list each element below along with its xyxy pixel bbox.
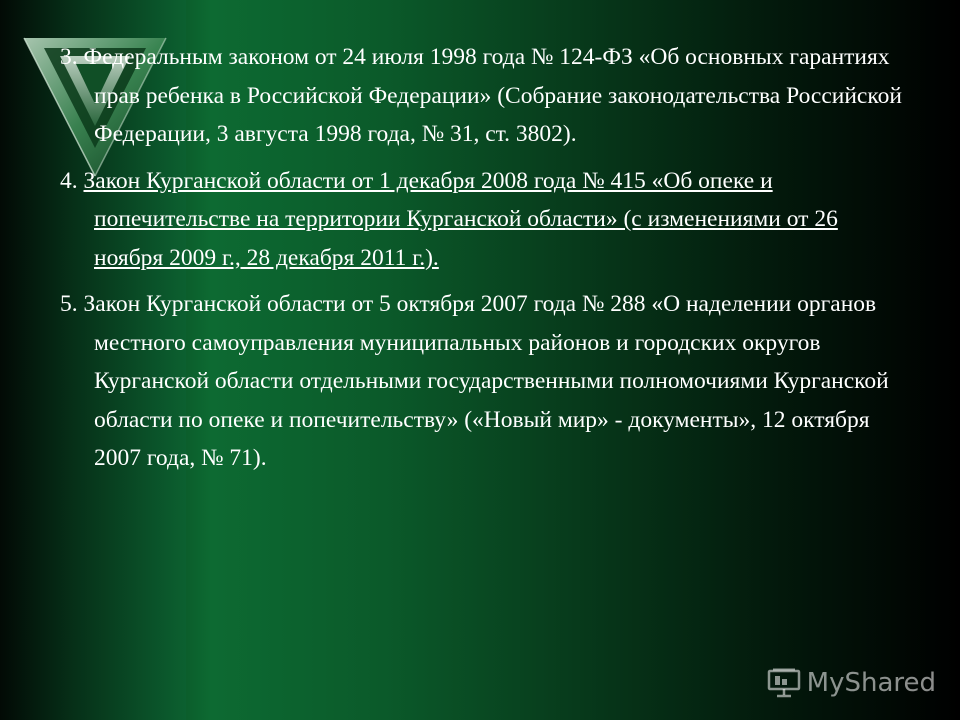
watermark-text: MyShared [806, 668, 936, 698]
presentation-screen-icon [767, 668, 801, 698]
item-text: Федеральным законом от 24 июля 1998 года № 124-ФЗ «Об основных гарантиях прав ребенка в Российской Федерации» (Собрание законодательства Российской Федерации, 3 августа 1998 года, № 31, ст. 3802). [83, 44, 902, 147]
item-text: Закон Курганской области от 5 октября 2007 года № 288 «О наделении органов местного самоуправления муниципальных районов и городских округов Курганской области отдельными государственными полномочиями Курганской области по опеке и попечительству» («Новый мир» - документы», 12 октября 2007 года, № 71). [83, 291, 889, 471]
item-number: 3. [60, 44, 78, 70]
item-number: 4. [60, 167, 78, 194]
watermark-logo [767, 668, 936, 698]
item-number: 5. [60, 291, 78, 317]
law-link[interactable]: Закон Курганской области от 1 декабря 2008 года № 415 «Об опеке и попечительстве на территории Курганской области» (с изменениями от 26 ноября 2009 г., 28 декабря 2011 г.). [83, 167, 838, 271]
slide-content [60, 38, 910, 486]
list-item [60, 162, 910, 278]
list-item [60, 38, 910, 154]
list-item [60, 285, 910, 478]
